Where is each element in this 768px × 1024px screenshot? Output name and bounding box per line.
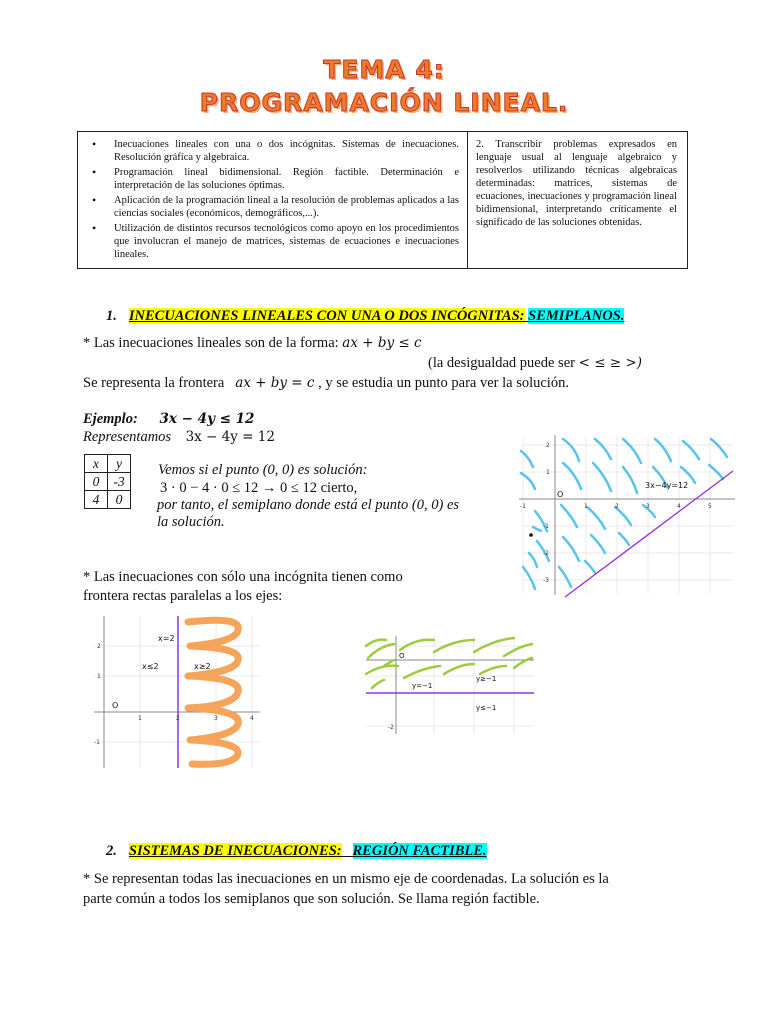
frontier-text-b: , y se estudia un punto para ver la solución. xyxy=(318,375,569,391)
graph2-region-left: x≤2 xyxy=(142,662,159,671)
graph1-origin: O xyxy=(557,490,564,499)
graph2-xtick: 3 xyxy=(214,715,218,722)
graph1-ytick: -2 xyxy=(543,550,549,557)
example-label: Ejemplo: xyxy=(83,411,138,427)
table-cell: 0 xyxy=(108,491,131,509)
section2-heading-text: SISTEMAS DE INECUACIONES: xyxy=(128,843,342,859)
graph2-xtick: 2 xyxy=(176,715,180,722)
section1-number: 1. xyxy=(106,308,117,324)
section1-heading-highlight: SEMIPLANOS. xyxy=(528,308,625,324)
graph1-ytick: 1 xyxy=(546,469,550,476)
contents-item: • Utilización de distintos recursos tecnológicos como apoyo en los procedimientos que involucran el manejo de matrices, sistemas de ecuaciones e inecuaciones lineales. xyxy=(114,222,459,261)
contents-left-column xyxy=(78,132,468,268)
table-header-cell: x xyxy=(85,455,108,473)
graph3-line-label: y=−1 xyxy=(412,682,433,690)
graph1-xtick: 4 xyxy=(677,503,681,510)
graph1-xtick: 3 xyxy=(646,503,650,510)
graph2-ytick: -1 xyxy=(94,739,100,746)
graph-3x-4y xyxy=(515,433,737,598)
frontier-text-a: Se representa la frontera xyxy=(83,375,225,391)
graph2-region-right: x≥2 xyxy=(194,662,211,671)
inequality-note xyxy=(428,355,642,372)
graph1-ytick: -1 xyxy=(543,523,549,530)
table-cell: 4 xyxy=(85,491,108,509)
one-var-line-1: * Las inecuaciones con sólo una incógnita tienen como xyxy=(83,569,403,585)
graph3-ytick: -2 xyxy=(388,724,394,731)
linear-form-line xyxy=(83,335,422,352)
contents-item: • Aplicación de la programación lineal a la resolución de problemas aplicados a las ciencias sociales (económicos, demográficos,...). xyxy=(114,194,459,220)
graph3-origin: O xyxy=(399,652,405,660)
graph2-ytick: 2 xyxy=(97,643,101,650)
one-var-line-2: frontera rectas paralelas a los ejes: xyxy=(83,588,283,604)
check-line-4: la solución. xyxy=(157,514,225,530)
graph1-ytick: -3 xyxy=(543,577,549,584)
inequality-note-text: (la desigualdad puede ser xyxy=(428,355,575,371)
graph2-xtick: 4 xyxy=(250,715,254,722)
section2-heading xyxy=(106,843,487,860)
linear-form-math: ax + by ≤ c xyxy=(342,335,422,351)
graph3-region-bottom: y≤−1 xyxy=(476,704,497,712)
contents-item: • Programación lineal bidimensional. Región factible. Determinación e interpretación de las soluciones óptimas. xyxy=(114,166,459,192)
graph1-ytick: 2 xyxy=(546,442,550,449)
contents-table xyxy=(77,131,688,269)
section2-heading-highlight: REGIÓN FACTIBLE. xyxy=(352,843,487,859)
table-row xyxy=(85,473,131,491)
inequality-symbols: < ≤ ≥ >) xyxy=(578,355,642,371)
table-cell: 0 xyxy=(85,473,108,491)
page-title-line1: TEMA 4: xyxy=(323,55,445,84)
table-cell: -3 xyxy=(108,473,131,491)
section1-heading-text: INECUACIONES LINEALES CON UNA O DOS INCÓGNITAS: xyxy=(128,308,525,324)
contents-right-column: 2. Transcribir problemas expresados en lenguaje usual al lenguaje algebraico y resolverlos utilizando técnicas algebraicas determinadas: matrices, sistemas de ecuaciones, inecuaciones y programación lineal bidimensional, interpretando críticamente el significado de las soluciones obtenidas. xyxy=(476,139,677,228)
section2-number: 2. xyxy=(106,843,117,859)
frontier-math: ax + by = c xyxy=(235,375,315,391)
example-math: 3x − 4y ≤ 12 xyxy=(159,411,255,427)
graph2-ytick: 1 xyxy=(97,673,101,680)
check-line-1: Vemos si el punto (0, 0) es solución: xyxy=(158,462,368,478)
table-row xyxy=(85,491,131,509)
graph1-line-label: 3x−4y=12 xyxy=(645,481,689,490)
graph1-xtick: 2 xyxy=(615,503,619,510)
check-line-3: por tanto, el semiplano donde está el punto (0, 0) es xyxy=(157,497,460,513)
section1-heading xyxy=(106,308,624,325)
graph1-xtick: -1 xyxy=(520,503,526,510)
represent-line xyxy=(83,429,275,446)
page-title-line2: PROGRAMACIÓN LINEAL. xyxy=(199,88,569,117)
table-header-cell: y xyxy=(108,455,131,473)
represent-label: Representamos xyxy=(83,429,172,445)
graph2-xtick: 1 xyxy=(138,715,142,722)
values-table xyxy=(84,454,131,509)
graph-y-equals-minus-1 xyxy=(364,634,536,736)
graph3-region-top: y≥−1 xyxy=(476,675,497,683)
graph2-line-label: x=2 xyxy=(158,634,175,643)
graph-x-equals-2 xyxy=(92,614,262,770)
check-line-2: 3 · 0 − 4 · 0 ≤ 12 → 0 ≤ 12 cierto, xyxy=(160,480,358,496)
frontier-line xyxy=(83,375,569,392)
section2-line-2: parte común a todos los semiplanos que son solución. Se llama región factible. xyxy=(83,891,540,907)
graph2-origin: O xyxy=(112,701,119,710)
graph1-xtick: 5 xyxy=(708,503,712,510)
represent-math: 3x − 4y = 12 xyxy=(185,429,275,445)
table-row xyxy=(85,455,131,473)
section2-line-1: * Se representan todas las inecuaciones en un mismo eje de coordenadas. La solución es la xyxy=(83,871,609,887)
example-line xyxy=(83,411,254,428)
graph1-xtick: 1 xyxy=(584,503,588,510)
linear-form-text: * Las inecuaciones lineales son de la forma: xyxy=(83,335,339,351)
contents-item: • Inecuaciones lineales con una o dos incógnitas. Sistemas de inecuaciones. Resolución gráfica y algebraica. xyxy=(114,138,459,164)
